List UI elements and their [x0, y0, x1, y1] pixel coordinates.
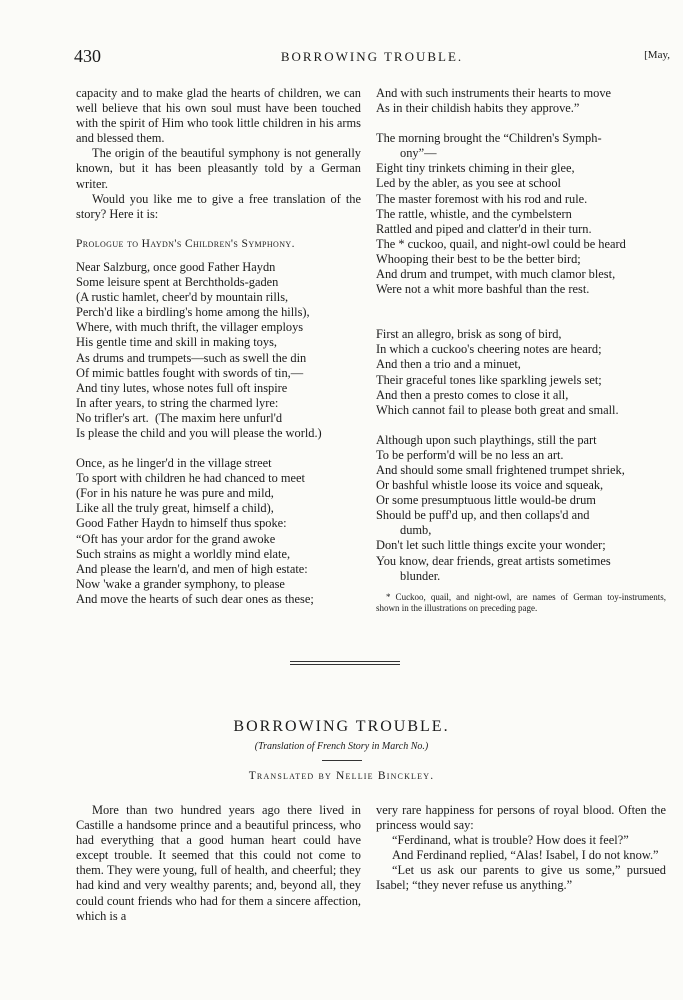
left-column: [76, 86, 361, 607]
verse-line: Once, as he linger'd in the village street: [76, 456, 272, 471]
section-divider: [290, 661, 400, 662]
verse-line: Such strains as might a worldly mind elate,: [76, 546, 291, 561]
story-right-column: [376, 803, 666, 894]
verse-line: Or bashful whistle loose its voice and squeak,: [376, 478, 604, 493]
verse-line: Led by the abler, as you see at school: [376, 176, 561, 191]
verse-line: Near Salzburg, once good Father Haydn: [76, 259, 276, 274]
intro-paragraph: capacity and to make glad the hearts of children, we can well believe that his own soul must have been touched with the spirit of Him who took little children in his arms and blessed them.: [76, 86, 361, 146]
story-paragraph: “Ferdinand, what is trouble? How does it feel?”: [392, 833, 629, 848]
verse-line: Where, with much thrift, the villager employs: [76, 320, 304, 335]
verse-line: Is please the child and you will please the world.): [76, 425, 322, 440]
verse-line: (For in his nature he was pure and mild,: [76, 486, 274, 501]
spacer: [76, 222, 361, 237]
stanza-3: [376, 131, 666, 297]
verse-line: The * cuckoo, quail, and night-owl could be heard: [376, 236, 626, 251]
verse-line: To sport with children he had chanced to meet: [76, 471, 305, 486]
page-number: 430: [74, 46, 101, 66]
verse-line: dumb,: [400, 523, 432, 538]
story-paragraph: “Let us ask our parents to give us some,” pursued Isabel; “they never refuse us anything.”: [376, 863, 666, 893]
verse-line: Perch'd like a birdling's home among the hills),: [76, 305, 310, 320]
story-paragraph: And Ferdinand replied, “Alas! Isabel, I do not know.”: [392, 848, 659, 863]
verse-line: Now 'wake a grander symphony, to please: [76, 576, 285, 591]
verse-line: ony”—: [400, 146, 437, 161]
prologue-heading: Prologue to Haydn's Children's Symphony.: [76, 237, 295, 250]
story-title: BORROWING TROUBLE.: [233, 718, 450, 735]
verse-line: And with such instruments their hearts to move: [376, 86, 612, 100]
spacer: [376, 297, 666, 312]
verse-line: Whooping their best to be the better bird;: [376, 251, 581, 266]
verse-line: In after years, to string the charmed lyre:: [76, 395, 279, 410]
verse-line: Which cannot fail to please both great and small.: [376, 402, 619, 417]
verse-line: The morning brought the “Children's Symph-: [376, 131, 602, 146]
verse-line: (A rustic hamlet, cheer'd by mountain rills,: [76, 290, 289, 305]
right-column: [376, 86, 666, 614]
verse-line: Some leisure spent at Berchtholds-gaden: [76, 275, 279, 290]
verse-line: His gentle time and skill in making toys,: [76, 335, 277, 350]
header-month: [May,: [644, 49, 670, 61]
story-byline: Translated by Nellie Binckley.: [248, 770, 435, 782]
verse-line: And drum and trumpet, with much clamor blest,: [376, 267, 616, 282]
verse-line: Although upon such playthings, still the part: [376, 432, 597, 447]
verse-line: “Oft has your ardor for the grand awoke: [76, 531, 276, 546]
verse-line: blunder.: [400, 568, 441, 583]
spacer: [76, 252, 361, 260]
intro-paragraph: The origin of the beautiful symphony is not generally known, but it has been pleasantly told by a German writer.: [76, 146, 361, 191]
spacer: [76, 441, 361, 456]
verse-line: Or some presumptuous little would-be drum: [376, 493, 596, 508]
verse-line: You know, dear friends, great artists sometimes: [376, 553, 611, 568]
verse-line: The master foremost with his rod and rule.: [376, 191, 588, 206]
verse-line: And then a presto comes to close it all,: [376, 387, 569, 402]
spacer: [376, 418, 666, 433]
story-paragraph: very rare happiness for persons of royal blood. Often the princess would say:: [376, 803, 666, 833]
story-left-column: [76, 803, 361, 924]
footnote: * Cuckoo, quail, and night-owl, are names of German toy-instruments, shown in the illustrations on preceding page.: [376, 591, 666, 613]
title-rule: [322, 760, 362, 761]
verse-line: And then a trio and a minuet,: [376, 357, 521, 372]
stanza-2-continued: [376, 86, 666, 116]
verse-line: To be perform'd will be no less an art.: [376, 447, 564, 462]
verse-line: In which a cuckoo's cheering notes are heard;: [376, 342, 602, 357]
verse-line: Rattled and piped and clatter'd in their turn.: [376, 221, 592, 236]
story-paragraph: More than two hundred years ago there lived in Castille a handsome prince and a beautiful princess, who had everything that a good human heart could have except trouble. It seemed that this could not come to them. They were young, full of health, and cheerful; they had kind and very wealthy parents; and, beyond all, they could count friends who had for them a sincere affection, which is a: [76, 803, 361, 923]
stanza-2: [76, 456, 361, 607]
verse-line: Good Father Haydn to himself thus spoke:: [76, 516, 287, 531]
verse-line: As in their childish habits they approve.”: [376, 101, 580, 116]
stanza-4: [376, 327, 666, 418]
spacer: [376, 312, 666, 327]
verse-line: Their graceful tones like sparkling jewels set;: [376, 372, 602, 387]
verse-line: And please the learn'd, and men of high estate:: [76, 561, 308, 576]
intro-paragraph: Would you like me to give a free translation of the story? Here it is:: [76, 191, 361, 221]
spacer: [376, 116, 666, 131]
stanza-5: [376, 433, 666, 584]
verse-line: As drums and trumpets—such as swell the din: [76, 350, 307, 365]
verse-line: First an allegro, brisk as song of bird,: [376, 327, 562, 342]
section-divider: [290, 664, 400, 665]
verse-line: And move the hearts of such dear ones as these;: [76, 591, 314, 606]
verse-line: Should be puff'd up, and then collaps'd and: [376, 508, 590, 523]
verse-line: Of mimic battles fought with swords of tin,—: [76, 365, 304, 380]
verse-line: Like all the truly great, himself a child),: [76, 501, 274, 516]
verse-line: And should some small frightened trumpet shriek,: [376, 462, 625, 477]
verse-line: The rattle, whistle, and the cymbelstern: [376, 206, 572, 221]
story-subtitle: (Translation of French Story in March No.): [254, 741, 429, 752]
verse-line: Don't let such little things excite your wonder;: [376, 538, 606, 553]
verse-line: And tiny lutes, whose notes full oft inspire: [76, 380, 288, 395]
verse-line: Eight tiny trinkets chiming in their glee,: [376, 161, 575, 176]
verse-line: No trifler's art. (The maxim here unfurl'd: [76, 410, 283, 425]
page-header: [74, 46, 670, 68]
stanza-1: [76, 260, 361, 441]
verse-line: Were not a whit more bashful than the rest.: [376, 282, 590, 297]
running-title: BORROWING TROUBLE.: [280, 49, 464, 64]
